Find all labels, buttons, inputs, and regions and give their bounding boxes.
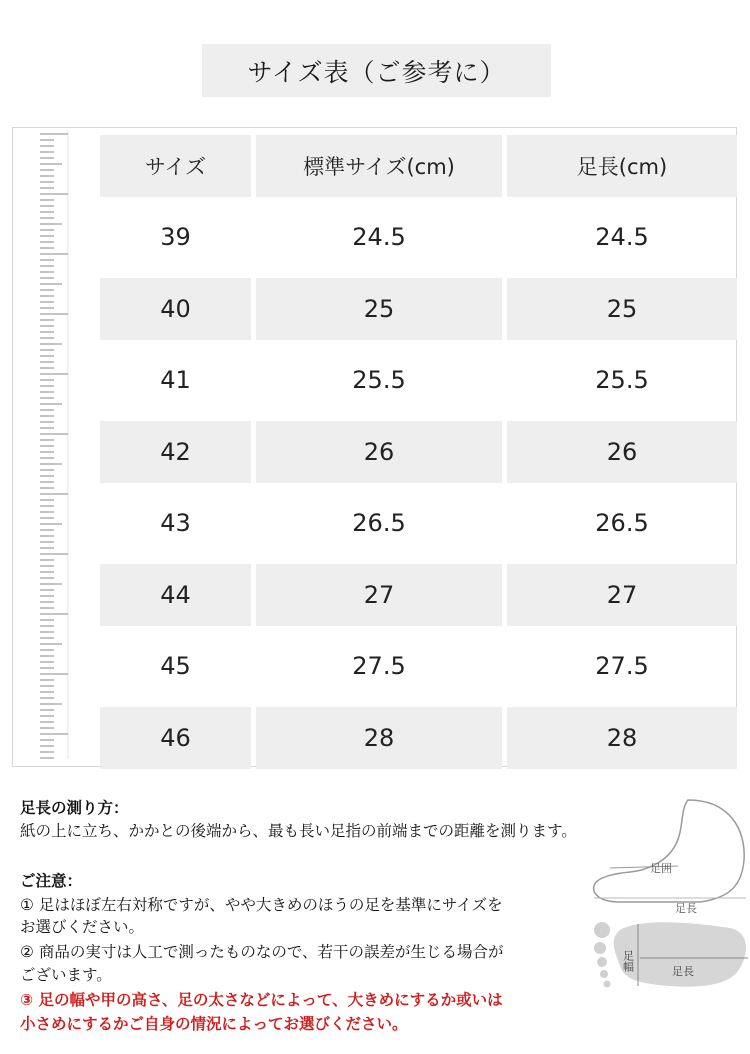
- foot-length-label: 足長: [675, 902, 697, 915]
- foot-measure-illustration: [580, 790, 750, 1026]
- page-title: サイズ表（ご参考に）: [202, 44, 551, 97]
- note-1-line-1: ① 足はほぼ左右対称ですが、やや大きめのほうの足を基準にサイズを: [20, 896, 503, 914]
- cell-size: 40: [100, 278, 251, 340]
- cell-standard-size: 26.5: [352, 509, 406, 537]
- notes-heading: ご注意：: [20, 872, 83, 890]
- cell-size: 45: [160, 652, 191, 680]
- cell-foot-length: 25: [507, 278, 737, 340]
- cell-foot-length: 26: [507, 421, 737, 483]
- foot-length-label-2: 足長: [672, 965, 694, 978]
- cell-standard-size: 25.5: [352, 366, 406, 394]
- ruler-decoration: [28, 131, 72, 759]
- cell-standard-size: 25: [256, 278, 502, 340]
- toe-5: [604, 981, 611, 988]
- toe-1: [594, 922, 610, 938]
- cell-standard-size: 26: [256, 421, 502, 483]
- header-size: サイズ: [100, 135, 251, 197]
- cell-standard-size: 24.5: [352, 223, 406, 251]
- cell-foot-length: 24.5: [595, 223, 649, 251]
- cell-foot-length: 26.5: [595, 509, 649, 537]
- note-2-line-1: ② 商品の実寸は人工で測ったものなので、若干の誤差が生じる場合が: [20, 943, 504, 961]
- header-foot-length: 足長(cm): [507, 135, 737, 197]
- toe-3: [597, 957, 607, 967]
- cell-size: 44: [100, 564, 251, 626]
- foot-side-outline: [594, 800, 744, 902]
- cell-size: 41: [160, 366, 191, 394]
- note-2-line-2: ございます。: [20, 966, 112, 984]
- note-1-line-2: お選びください。: [20, 918, 145, 936]
- cell-foot-length: 28: [507, 707, 737, 769]
- cell-size: 39: [160, 223, 191, 251]
- cell-standard-size: 27.5: [352, 652, 406, 680]
- cell-foot-length: 27: [507, 564, 737, 626]
- cell-size: 43: [160, 509, 191, 537]
- measure-text: 紙の上に立ち、かかとの後端から、最も長い足指の前端までの距離を測ります。: [20, 822, 577, 840]
- cell-standard-size: 27: [256, 564, 502, 626]
- header-standard-size: 標準サイズ(cm): [256, 135, 502, 197]
- measure-heading: 足長の測り方：: [20, 799, 129, 817]
- cell-size: 42: [100, 421, 251, 483]
- cell-standard-size: 28: [256, 707, 502, 769]
- note-3-line-1: ③ 足の幅や甲の高さ、足の太さなどによって、大きめにするか或いは: [20, 991, 503, 1009]
- foot-width-label: 足幅: [621, 950, 635, 972]
- note-3-line-2: 小さめにするかご自身の情況によってお選びください。: [20, 1015, 408, 1033]
- cell-foot-length: 25.5: [595, 366, 649, 394]
- foot-girth-label: 足囲: [650, 862, 672, 875]
- cell-foot-length: 27.5: [595, 652, 649, 680]
- toe-4: [600, 970, 608, 978]
- cell-size: 46: [100, 707, 251, 769]
- toe-2: [594, 942, 606, 954]
